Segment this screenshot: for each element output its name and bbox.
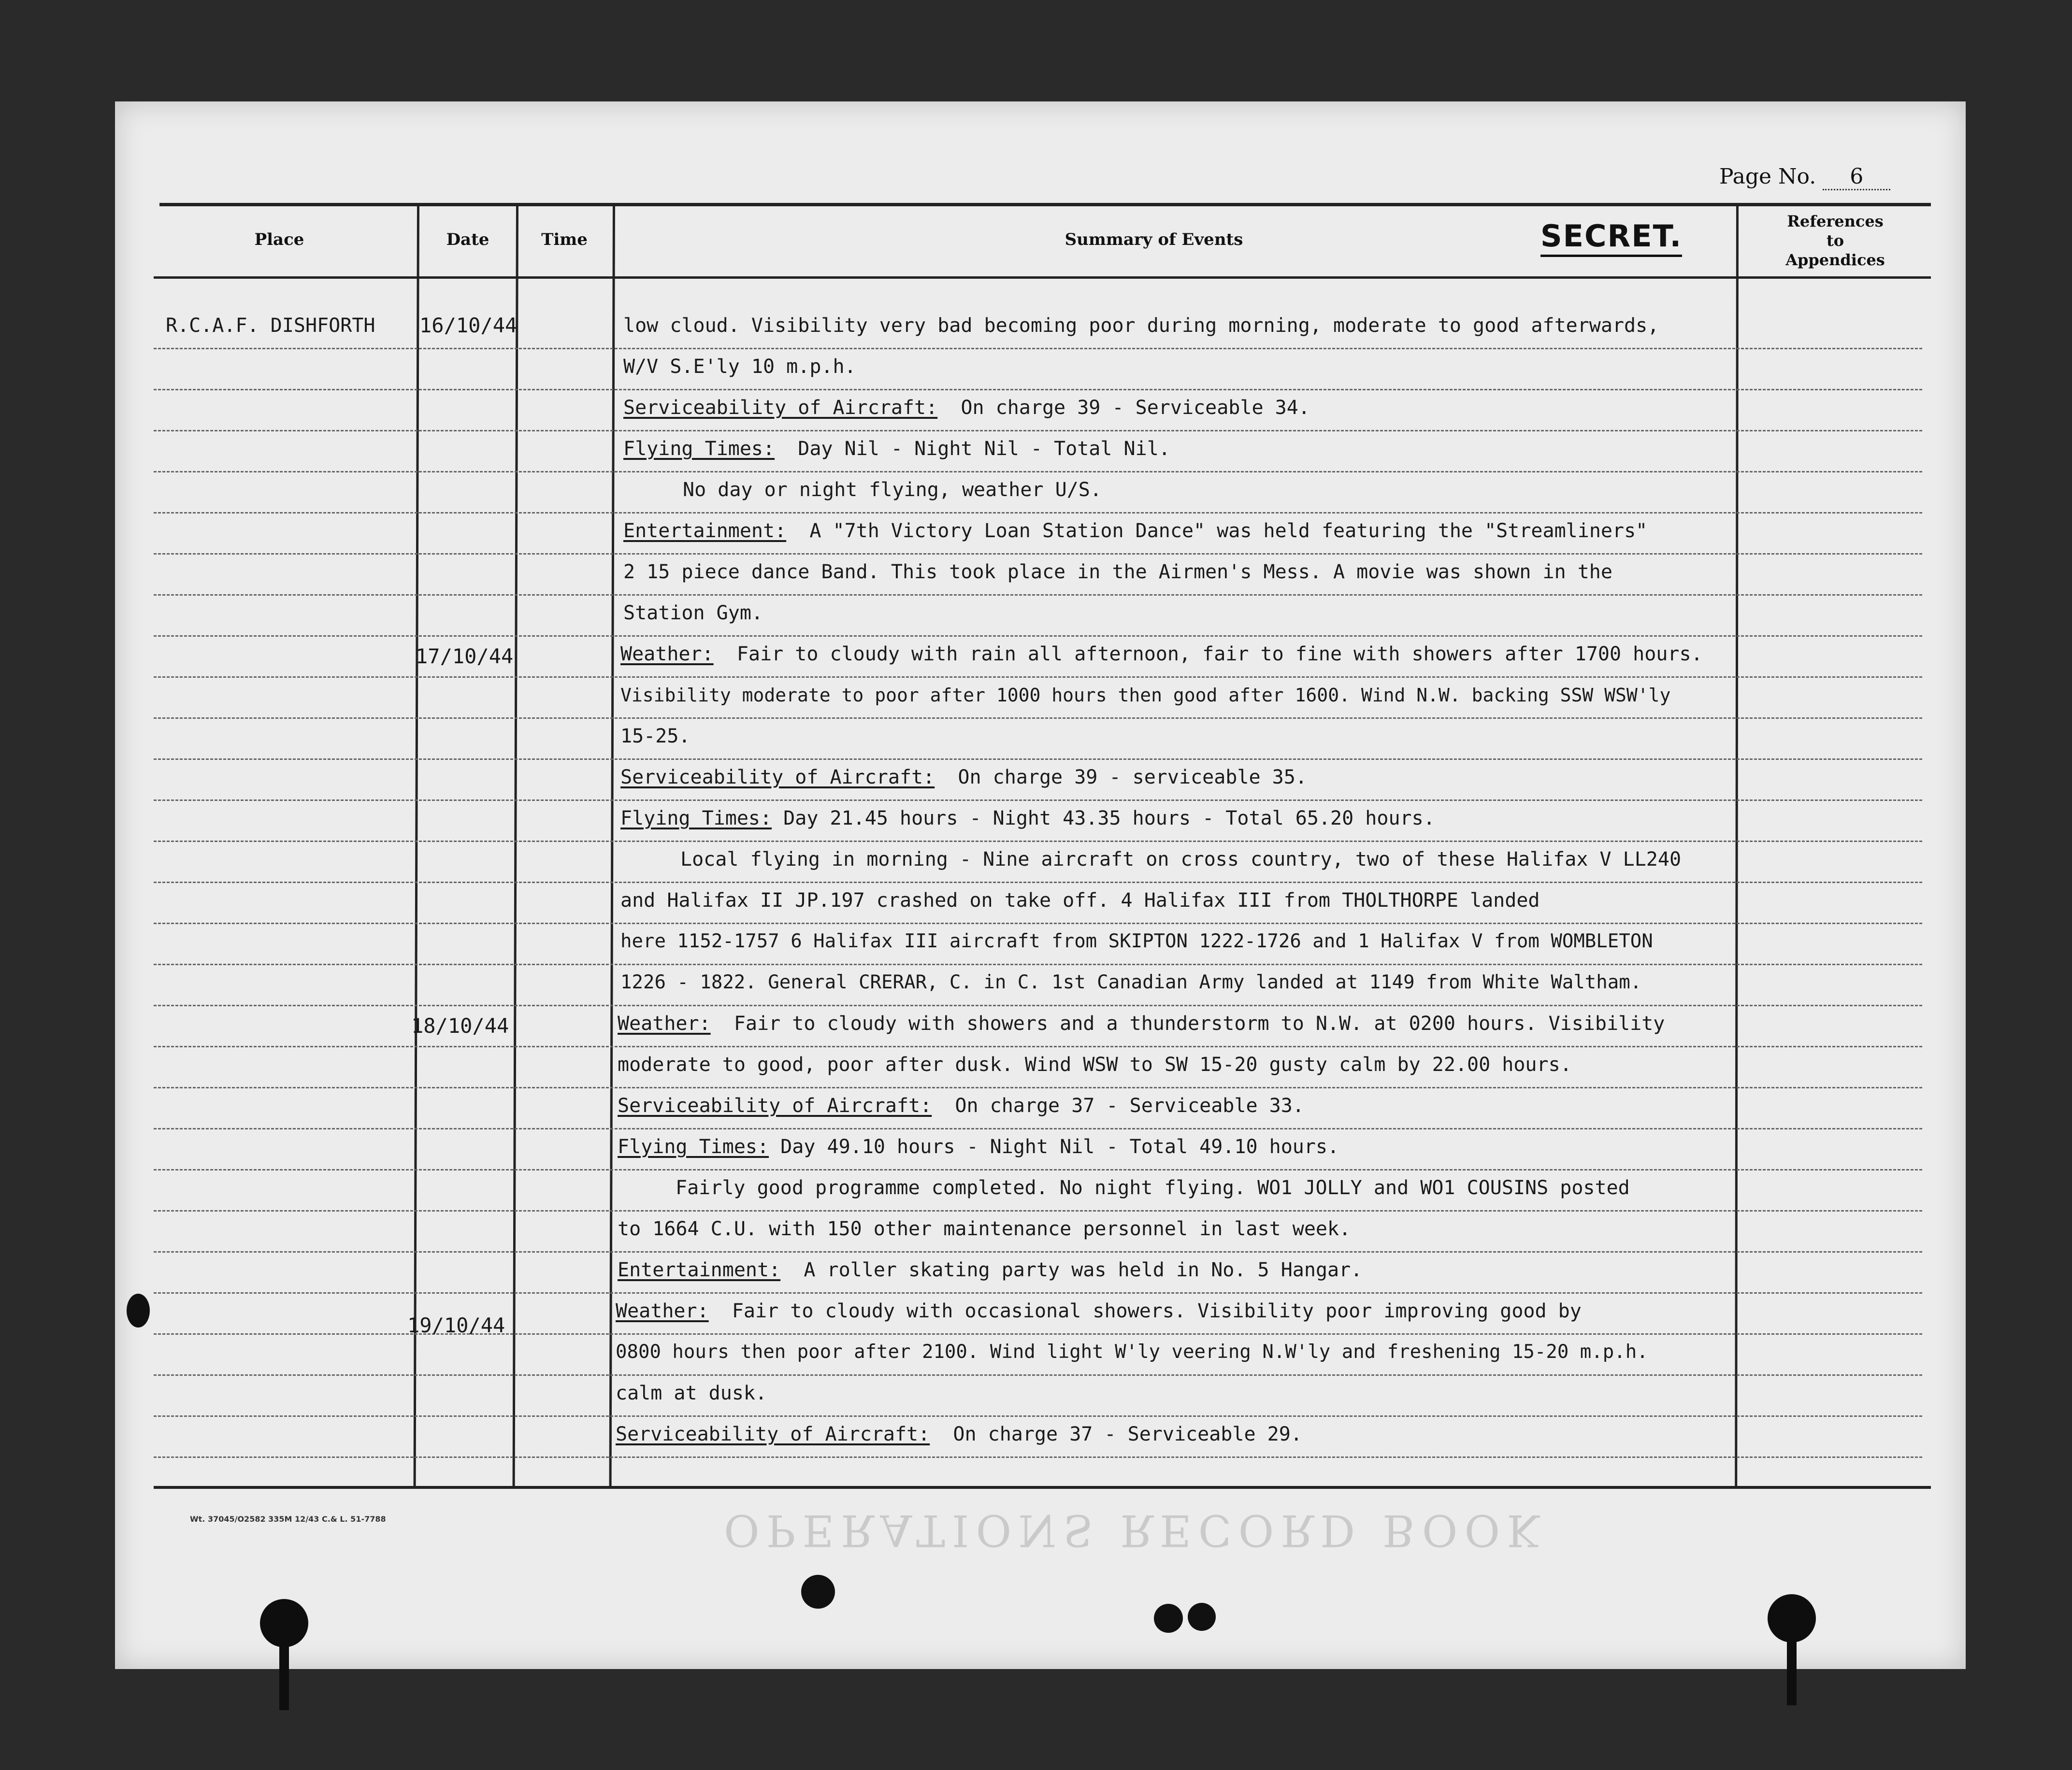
summary-line: Entertainment: A "7th Victory Loan Station Dance" was held featuring the "Streamliners" (623, 520, 1648, 542)
ruled-line (154, 1292, 1922, 1294)
summary-line: Local flying in morning - Nine aircraft on cross country, two of these Halifax V LL240 (680, 848, 1682, 871)
summary-line: low cloud. Visibility very bad becoming poor during morning, moderate to good afterwards, (623, 314, 1659, 337)
ruled-line (154, 512, 1922, 514)
margin-ink-blot (127, 1294, 150, 1328)
place-header: Place (254, 230, 304, 249)
ruled-line (154, 1169, 1922, 1170)
summary-line: Weather: Fair to cloudy with rain all afternoon, fair to fine with showers after 1700 hours. (620, 643, 1703, 665)
ruled-line (154, 882, 1922, 883)
summary-line: Weather: Fair to cloudy with occasional showers. Visibility poor improving good by (616, 1300, 1582, 1322)
time-header: Time (541, 230, 588, 249)
ruled-line (154, 348, 1922, 349)
summary-line: 2 15 piece dance Band. This took place in the Airmen's Mess. A movie was shown in the (623, 561, 1612, 583)
ruled-line (154, 389, 1922, 390)
form-printer-reference: Wt. 37045/O2582 335M 12/43 C.& L. 51-7788 (190, 1514, 386, 1524)
col-divider-date-time (513, 203, 518, 1488)
record-sheet (115, 101, 1966, 1669)
section-heading: Entertainment: (623, 520, 787, 542)
ruled-line (154, 1087, 1922, 1088)
summary-line: Weather: Fair to cloudy with showers and a thunderstorm to N.W. at 0200 hours. Visibility (618, 1013, 1665, 1035)
summary-line: Fairly good programme completed. No night flying. WO1 JOLLY and WO1 COUSINS posted (676, 1177, 1630, 1199)
date-entry: 16/10/44 (419, 314, 518, 337)
section-heading: Serviceability of Aircraft: (620, 766, 935, 788)
ink-blot (1154, 1604, 1183, 1633)
summary-line: 15-25. (620, 725, 691, 747)
ruled-line (154, 758, 1922, 760)
ruled-line (154, 1374, 1922, 1376)
ink-blot (801, 1575, 835, 1609)
ruled-line (154, 594, 1922, 596)
summary-line: Flying Times: Day 49.10 hours - Night Nil - Total 49.10 hours. (618, 1136, 1339, 1158)
references-header: References to Appendices (1785, 212, 1885, 269)
ruled-line (154, 841, 1922, 842)
date-header: Date (446, 230, 489, 249)
header-bottom-rule (154, 276, 1931, 279)
summary-line: to 1664 C.U. with 150 other maintenance personnel in last week. (618, 1218, 1351, 1240)
bleed-through-title: OPERATIONS RECORD BOOK (724, 1505, 1546, 1556)
summary-line: Flying Times: Day Nil - Night Nil - Total Nil. (623, 438, 1170, 460)
section-heading: Weather: (620, 643, 714, 665)
col-divider-place-date (414, 203, 419, 1488)
section-heading: Flying Times: (620, 807, 772, 829)
summary-line: 0800 hours then poor after 2100. Wind light W'ly veering N.W'ly and freshening 15-20 m.p.h. (616, 1341, 1648, 1363)
ruled-line (154, 1046, 1922, 1047)
summary-line: Entertainment: A roller skating party was held in No. 5 Hangar. (618, 1259, 1363, 1281)
summary-line: moderate to good, poor after dusk. Wind WSW to SW 15-20 gusty calm by 22.00 hours. (618, 1054, 1572, 1076)
ruled-line (154, 1210, 1922, 1212)
summary-header: Summary of Events (1065, 230, 1243, 249)
summary-line: Serviceability of Aircraft: On charge 39 - serviceable 35. (620, 766, 1307, 788)
ruled-line (154, 430, 1922, 431)
summary-line: Flying Times: Day 21.45 hours - Night 43.35 hours - Total 65.20 hours. (620, 807, 1435, 829)
ruled-line (154, 1005, 1922, 1006)
summary-line: Station Gym. (623, 602, 763, 624)
ruled-line (154, 676, 1922, 678)
section-heading: Weather: (618, 1013, 711, 1035)
section-heading: Weather: (616, 1300, 709, 1322)
col-divider-time-summary (609, 203, 615, 1488)
summary-line: Serviceability of Aircraft: On charge 37 - Serviceable 29. (616, 1423, 1302, 1445)
date-entry: 17/10/44 (416, 644, 514, 668)
binder-hole-right (1768, 1594, 1816, 1642)
ruled-line (154, 1456, 1922, 1458)
ruled-line (154, 553, 1922, 555)
page-number-label: Page No. 6 (1719, 164, 1890, 190)
section-heading: Serviceability of Aircraft: (618, 1095, 932, 1117)
ruled-line (154, 471, 1922, 472)
ruled-line (154, 1251, 1922, 1253)
section-heading: Flying Times: (618, 1136, 769, 1158)
ruled-line (154, 1415, 1922, 1417)
section-heading: Entertainment: (618, 1259, 781, 1281)
section-heading: Serviceability of Aircraft: (616, 1423, 930, 1445)
ruled-line (154, 717, 1922, 719)
summary-line: Visibility moderate to poor after 1000 hours then good after 1600. Wind N.W. backing SSW WSW'ly (620, 685, 1671, 706)
section-heading: Flying Times: (623, 438, 775, 460)
ink-blot (1188, 1603, 1216, 1631)
binder-hole-left (260, 1599, 308, 1647)
summary-line: Serviceability of Aircraft: On charge 37 - Serviceable 33. (618, 1095, 1304, 1117)
summary-line: here 1152-1757 6 Halifax III aircraft from SKIPTON 1222-1726 and 1 Halifax V from WOMBLETON (620, 930, 1653, 952)
summary-line: Serviceability of Aircraft: On charge 39 - Serviceable 34. (623, 397, 1310, 419)
date-entry: 19/10/44 (407, 1313, 505, 1337)
table-bottom-rule (154, 1486, 1931, 1489)
summary-line: No day or night flying, weather U/S. (683, 479, 1102, 501)
ruled-line (154, 923, 1922, 924)
summary-line: 1226 - 1822. General CRERAR, C. in C. 1st Canadian Army landed at 1149 from White Waltham. (620, 971, 1642, 993)
ruled-line (154, 799, 1922, 801)
summary-line: calm at dusk. (616, 1382, 767, 1404)
section-heading: Serviceability of Aircraft: (623, 397, 938, 419)
date-entry: 18/10/44 (411, 1014, 509, 1038)
ruled-line (154, 964, 1922, 965)
header-top-rule (159, 203, 1931, 206)
ruled-line (154, 1128, 1922, 1129)
summary-line: and Halifax II JP.197 crashed on take off. 4 Halifax III from THOLTHORPE landed (620, 889, 1540, 912)
col-divider-summary-refs (1735, 203, 1739, 1488)
place-entry: R.C.A.F. DISHFORTH (166, 314, 375, 337)
secret-stamp: SECRET. (1540, 218, 1682, 257)
summary-line: W/V S.E'ly 10 m.p.h. (623, 356, 856, 378)
ruled-line (154, 635, 1922, 637)
page-number: 6 (1823, 164, 1890, 190)
